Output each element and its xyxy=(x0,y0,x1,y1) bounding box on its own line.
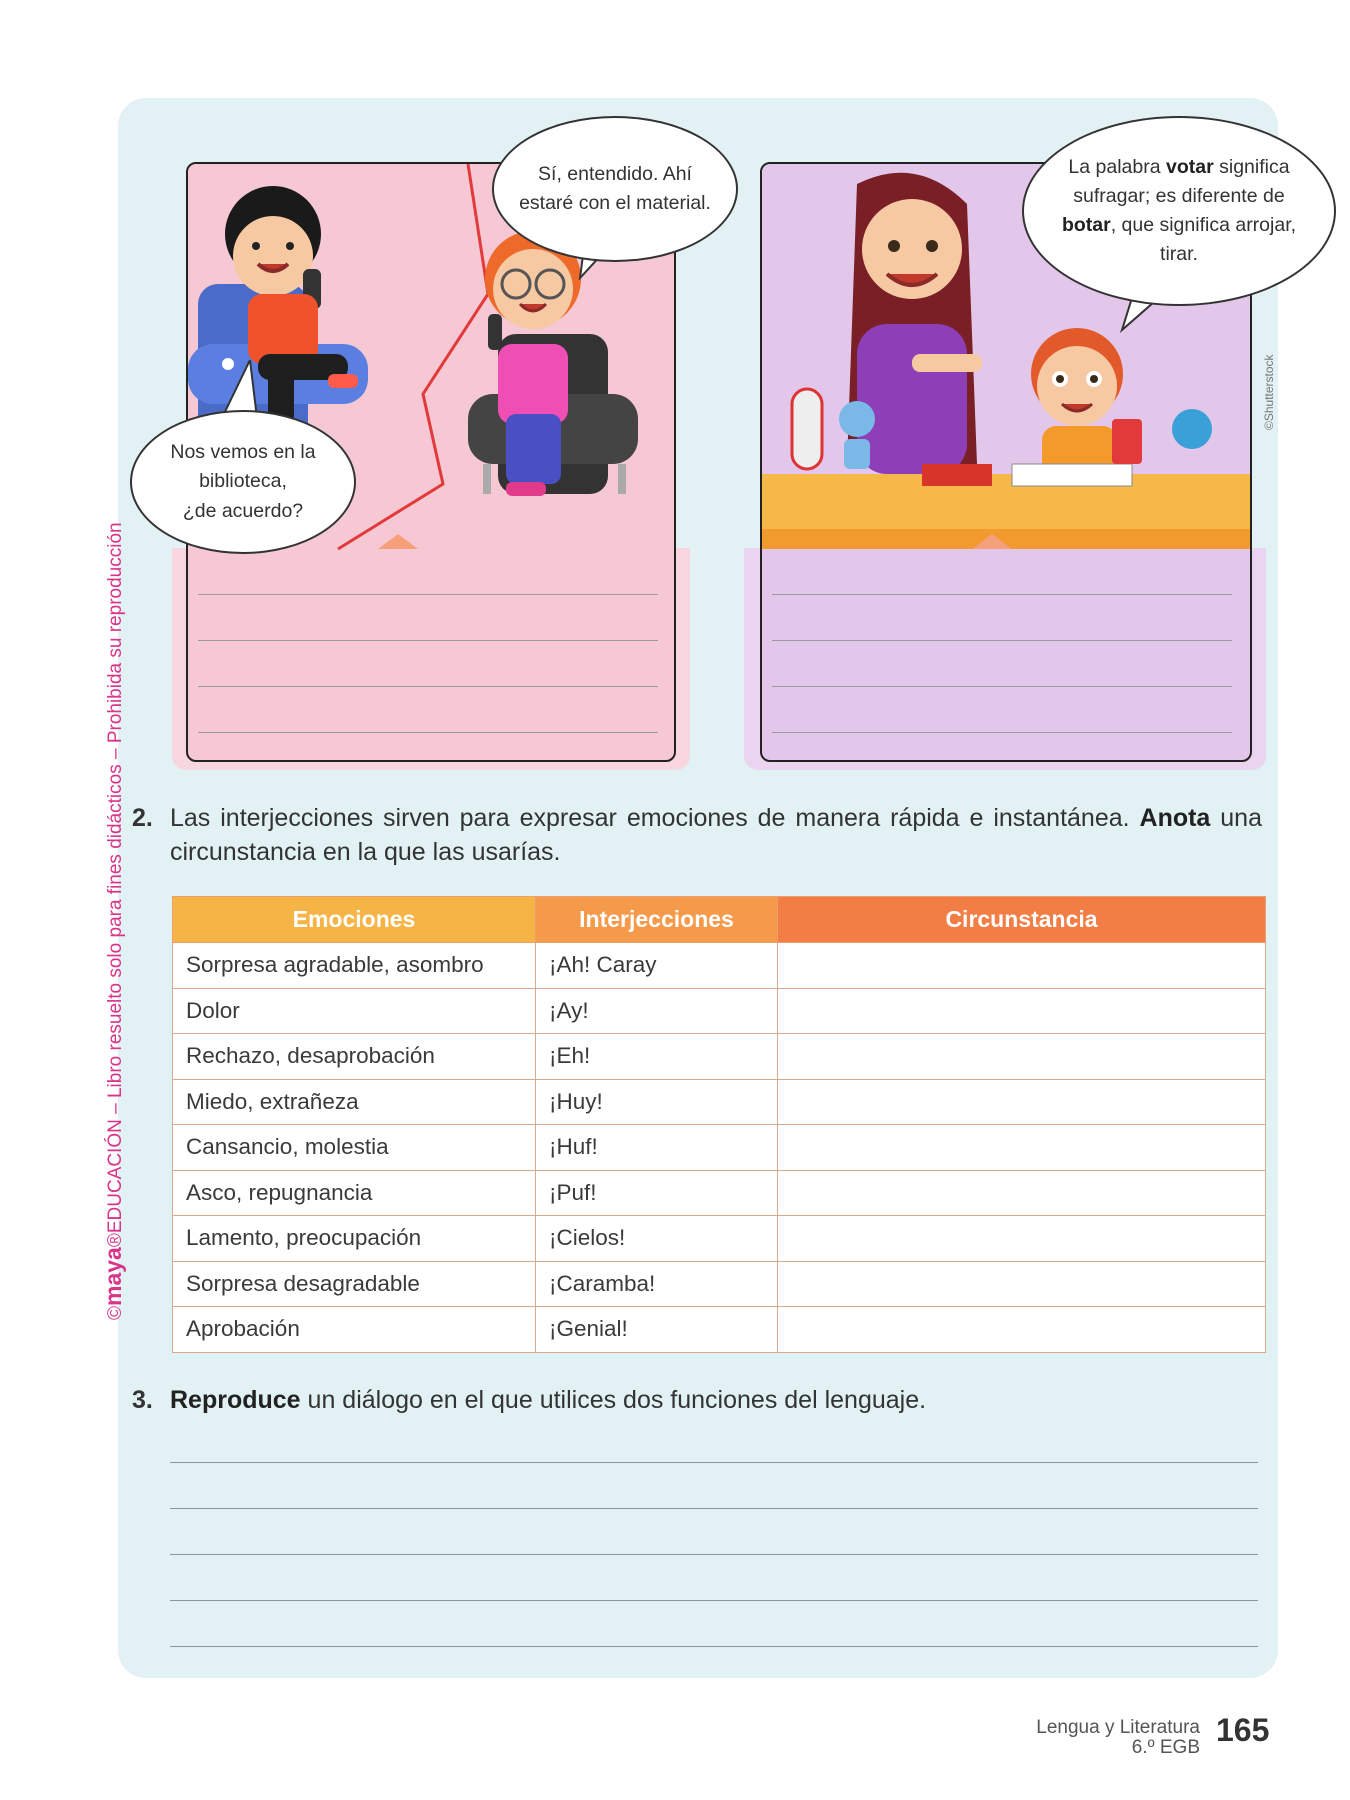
emotion-cell: Asco, repugnancia xyxy=(173,1170,536,1216)
side-copyright-text: EDUCACIÓN – Libro resuelto solo para fines didácticos – Prohibida su reproducción xyxy=(105,522,126,1234)
question-3-text: Reproduce un diálogo en el que utilices dos funciones del lenguaje. xyxy=(170,1386,927,1414)
emotion-cell: Aprobación xyxy=(173,1307,536,1353)
header-emotions: Emociones xyxy=(173,897,536,943)
image-credit: ©Shutterstock xyxy=(1262,354,1276,430)
table-row xyxy=(173,988,1266,1034)
answer-line-4[interactable] xyxy=(170,1600,1258,1601)
emotion-cell: Sorpresa desagradable xyxy=(173,1261,536,1307)
table-row xyxy=(173,1170,1266,1216)
question-3-number: 3. xyxy=(132,1386,153,1414)
table-header-row xyxy=(173,897,1266,943)
header-interjections: Interjecciones xyxy=(536,897,778,943)
emotion-cell: Rechazo, desaprobación xyxy=(173,1034,536,1080)
answer-line-3[interactable] xyxy=(170,1554,1258,1555)
page-number: 165 xyxy=(1216,1712,1270,1748)
interjection-cell: ¡Ay! xyxy=(536,988,778,1034)
interjection-cell: ¡Cielos! xyxy=(536,1216,778,1262)
circumstance-cell[interactable] xyxy=(778,988,1266,1034)
circumstance-cell[interactable] xyxy=(778,1170,1266,1216)
table-row xyxy=(173,943,1266,989)
header-circumstance: Circunstancia xyxy=(778,897,1266,943)
left-write-line-4[interactable] xyxy=(198,732,658,733)
question-2 xyxy=(132,802,1262,872)
interjection-cell: ¡Ah! Caray xyxy=(536,943,778,989)
speech-bubble-girl: Sí, entendido. Ahí estaré con el material. xyxy=(492,116,738,262)
right-write-line-3[interactable] xyxy=(772,686,1232,687)
page-footer xyxy=(1036,1718,1200,1758)
brand-logo: maya xyxy=(100,1247,126,1306)
right-write-line-4[interactable] xyxy=(772,732,1232,733)
table-row xyxy=(173,1079,1266,1125)
emotion-cell: Cansancio, molestia xyxy=(173,1125,536,1171)
circumstance-cell[interactable] xyxy=(778,1261,1266,1307)
footer-subject: Lengua y Literatura xyxy=(1036,1717,1200,1738)
circumstance-cell[interactable] xyxy=(778,943,1266,989)
interjection-cell: ¡Eh! xyxy=(536,1034,778,1080)
table-row xyxy=(173,1307,1266,1353)
speech-bubble-teacher: La palabra votar significa sufragar; es diferente de botar, que significa arrojar, tirar. xyxy=(1022,116,1336,306)
emotion-cell: Dolor xyxy=(173,988,536,1034)
interjection-cell: ¡Huf! xyxy=(536,1125,778,1171)
table-row xyxy=(173,1261,1266,1307)
emotion-cell: Miedo, extrañeza xyxy=(173,1079,536,1125)
interjections-table xyxy=(172,896,1266,1353)
copyright-mark: © xyxy=(105,1306,126,1320)
interjection-cell: ¡Puf! xyxy=(536,1170,778,1216)
circumstance-cell[interactable] xyxy=(778,1216,1266,1262)
question-2-text: Las interjecciones sirven para expresar emociones de manera rápida e instantánea. Anota una circunstancia en la que las usarías. xyxy=(170,804,1262,866)
circumstance-cell[interactable] xyxy=(778,1125,1266,1171)
right-write-line-2[interactable] xyxy=(772,640,1232,641)
speech-bubble-boy: Nos vemos en la biblioteca, ¿de acuerdo? xyxy=(130,410,356,554)
left-write-line-3[interactable] xyxy=(198,686,658,687)
table-row xyxy=(173,1216,1266,1262)
interjection-cell: ¡Caramba! xyxy=(536,1261,778,1307)
answer-line-2[interactable] xyxy=(170,1508,1258,1509)
circumstance-cell[interactable] xyxy=(778,1079,1266,1125)
registered-mark: ® xyxy=(105,1233,126,1248)
side-copyright xyxy=(100,522,127,1320)
right-write-line-1[interactable] xyxy=(772,594,1232,595)
interjection-cell: ¡Huy! xyxy=(536,1079,778,1125)
answer-line-1[interactable] xyxy=(170,1462,1258,1463)
interjection-cell: ¡Genial! xyxy=(536,1307,778,1353)
answer-line-5[interactable] xyxy=(170,1646,1258,1647)
emotion-cell: Lamento, preocupación xyxy=(173,1216,536,1262)
left-write-line-2[interactable] xyxy=(198,640,658,641)
emotion-cell: Sorpresa agradable, asombro xyxy=(173,943,536,989)
circumstance-cell[interactable] xyxy=(778,1307,1266,1353)
question-2-number: 2. xyxy=(132,804,153,832)
circumstance-cell[interactable] xyxy=(778,1034,1266,1080)
table-row xyxy=(173,1125,1266,1171)
left-write-line-1[interactable] xyxy=(198,594,658,595)
footer-grade: 6.º EGB xyxy=(1131,1736,1200,1758)
table-row xyxy=(173,1034,1266,1080)
question-3 xyxy=(132,1384,1262,1424)
